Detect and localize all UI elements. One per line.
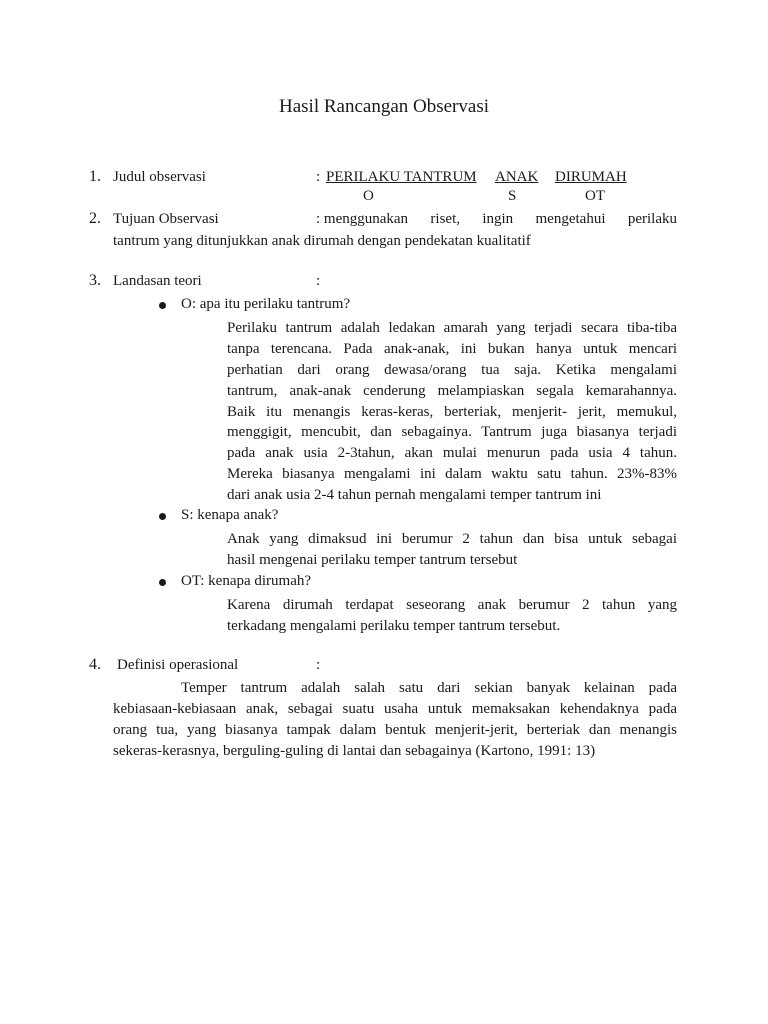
bullet-icon — [159, 513, 166, 520]
section-2-word: perilaku — [627, 211, 677, 227]
body-line: Temper tantrum adalah salah satu dari sekian banyak kelainan pada — [181, 680, 677, 696]
bullet-icon — [159, 302, 166, 309]
section-1-letter-s: S — [508, 188, 517, 204]
section-2-word: : menggunakan — [316, 211, 409, 227]
section-2-label: Tujuan Observasi — [113, 211, 219, 227]
section-2-word: ingin — [482, 211, 514, 227]
section-3-colon: : — [316, 273, 321, 289]
bullet-answer-ot — [227, 595, 677, 637]
section-2-line-1 — [316, 211, 677, 228]
section-1-value-part-3: DIRUMAH — [555, 169, 627, 185]
section-4-number: 4. — [89, 656, 101, 673]
answer-line: menggigit, mencubit, dan sebagainya. Tantrum juga biasanya terjadi — [227, 424, 677, 441]
section-4-label: Definisi operasional — [117, 657, 239, 673]
answer-line: Mereka biasanya mengalami ini dalam waktu satu tahun. 23%-83% — [227, 466, 677, 483]
answer-line: pada anak usia 2-3tahun, akan mulai menurun pada usia 4 tahun. — [227, 445, 677, 462]
bullet-question-ot: OT: kenapa dirumah? — [181, 573, 312, 589]
answer-line: perhatian dari orang dewasa/orang tua saja. Ketika mengalami — [227, 361, 677, 378]
section-4-body — [113, 678, 677, 762]
section-1-colon: : — [316, 169, 321, 185]
bullet-question-o: O: apa itu perilaku tantrum? — [181, 296, 351, 312]
section-2-number: 2. — [89, 210, 101, 227]
section-3-number: 3. — [89, 272, 101, 289]
answer-line: terkadang mengalami perilaku temper tantrum tersebut. — [227, 617, 561, 634]
body-line: orang tua, yang biasanya tampak dalam bentuk menjerit-jerit, berteriak dan menangis — [113, 721, 677, 738]
answer-line: Perilaku tantrum adalah ledakan amarah yang terjadi secara tiba-tiba — [227, 320, 677, 336]
body-line: sekeras-kerasnya, berguling-guling di lantai dan sebagainya (Kartono, 1991: 13) — [113, 742, 596, 759]
bullet-icon — [159, 579, 166, 586]
answer-line: Anak yang dimaksud ini berumur 2 tahun dan bisa untuk sebagai — [227, 531, 677, 547]
answer-line: tantrum, anak-anak cenderung melampiaskan segala kemarahannya. — [227, 382, 677, 399]
section-1-value-part-1: PERILAKU TANTRUM — [326, 169, 477, 185]
section-1-letter-o: O — [363, 188, 374, 204]
bullet-question-s: S: kenapa anak? — [181, 507, 279, 523]
answer-line: dari anak usia 2-4 tahun pernah mengalami temper tantrum ini — [227, 487, 602, 504]
answer-line: Baik itu menangis keras-keras, berteriak, menjerit- jerit, memukul, — [227, 403, 677, 420]
answer-line: tanpa terencana. Pada anak-anak, ini bukan hanya untuk mencari — [227, 340, 677, 357]
section-1-letter-ot: OT — [585, 188, 605, 204]
section-1-value-part-2: ANAK — [495, 169, 539, 185]
section-1-label: Judul observasi — [113, 169, 206, 185]
body-line: kebiasaan-kebiasaan anak, sebagai suatu usaha untuk memaksakan kehendaknya pada — [113, 700, 677, 717]
answer-line: hasil mengenai perilaku temper tantrum tersebut — [227, 551, 518, 568]
section-2-word: mengetahui — [535, 211, 606, 227]
bullet-answer-s — [227, 529, 677, 571]
section-1-number: 1. — [89, 168, 101, 185]
section-2-word: riset, — [430, 211, 460, 227]
page-title: Hasil Rancangan Observasi — [279, 96, 489, 117]
section-4-colon: : — [316, 657, 321, 673]
bullet-answer-o — [227, 318, 677, 506]
answer-line: Karena dirumah terdapat seseorang anak berumur 2 tahun yang — [227, 597, 677, 613]
section-2-line-2: tantrum yang ditunjukkan anak dirumah dengan pendekatan kualitatif — [113, 233, 531, 249]
section-3-label: Landasan teori — [113, 273, 202, 289]
